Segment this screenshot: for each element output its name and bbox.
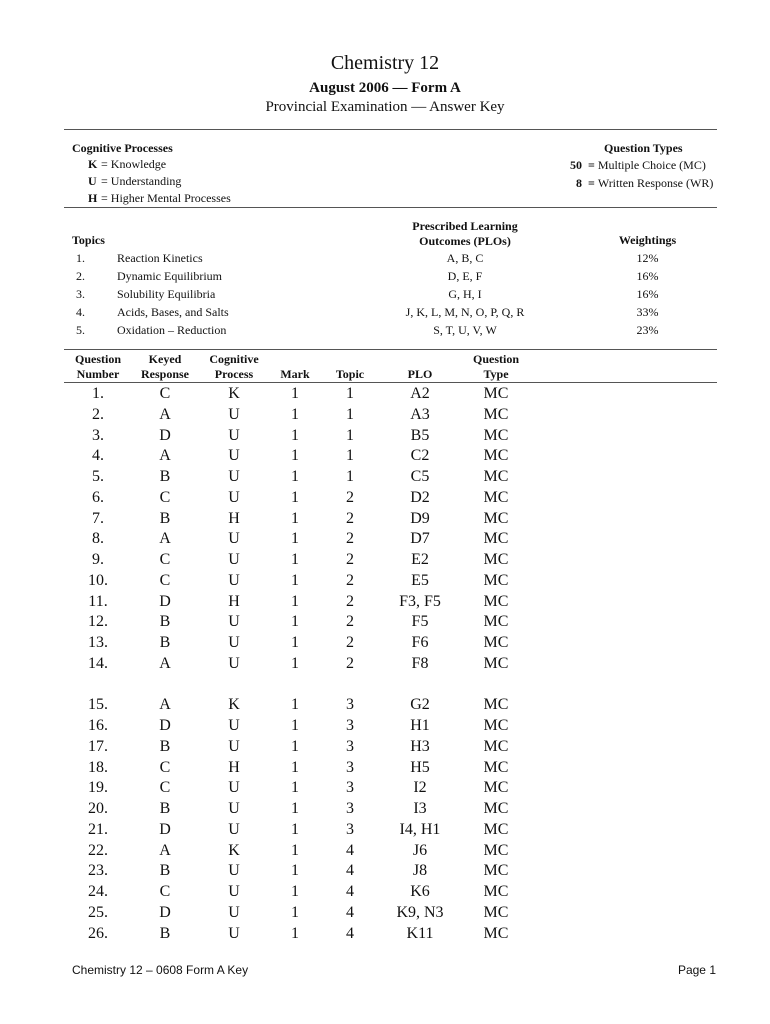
keyed-response-cell: B <box>159 634 171 651</box>
question-type-cell: MC <box>483 447 509 465</box>
footer-left: Chemistry 12 – 0608 Form A Key <box>72 963 249 977</box>
topic-cell: 3 <box>346 800 354 817</box>
mark-cell: 1 <box>291 779 299 797</box>
header-plo: PLO <box>407 367 433 381</box>
topic-cell: 2 <box>346 592 354 610</box>
legend-label: Knowledge <box>110 157 167 171</box>
topic-number: 2. <box>76 269 85 283</box>
mark-cell: 1 <box>291 883 299 900</box>
keyed-response-cell: B <box>159 800 171 817</box>
mark-cell: 1 <box>291 426 299 444</box>
question-type-cell: MC <box>483 613 509 631</box>
keyed-response-cell: D <box>159 820 171 838</box>
plo-cell: F5 <box>411 613 429 631</box>
cognitive-process-cell: U <box>228 530 240 548</box>
legend-item: K = Knowledge <box>88 157 167 171</box>
question-type-cell: MC <box>483 800 509 817</box>
cognitive-process-cell: H <box>228 758 240 776</box>
topic-name: Oxidation – Reduction <box>117 323 227 337</box>
table-row <box>0 862 770 883</box>
plo-cell: I4, H1 <box>399 820 441 838</box>
question-type-item: 50 = Multiple Choice (MC) <box>560 158 706 173</box>
topic-cell: 4 <box>346 883 354 900</box>
topic-cell: 1 <box>346 385 354 402</box>
keyed-response-cell: C <box>159 551 171 568</box>
cognitive-process-cell: U <box>228 654 240 672</box>
topic-cell: 3 <box>346 779 354 797</box>
table-row <box>0 904 770 925</box>
question-type-item: 8 = Written Response (WR) <box>560 176 713 191</box>
mark-cell: 1 <box>291 820 299 838</box>
question-number-cell: 12. <box>88 613 108 631</box>
plo-cell: I2 <box>413 779 427 797</box>
cognitive-process-cell: U <box>228 737 240 755</box>
question-number-cell: 25. <box>88 903 108 921</box>
question-type-cell: MC <box>483 426 509 444</box>
mark-cell: 1 <box>291 737 299 755</box>
exam-session: August 2006 — Form A <box>309 80 461 96</box>
topic-cell: 2 <box>346 488 354 506</box>
topic-number: 1. <box>76 251 85 265</box>
plo-cell: H5 <box>410 758 430 776</box>
question-number-cell: 5. <box>92 468 104 485</box>
plo-cell: H3 <box>410 737 430 755</box>
header-line: Process <box>214 366 254 381</box>
question-number-cell: 20. <box>88 800 108 817</box>
table-row <box>0 572 770 593</box>
question-number-cell: 21. <box>88 820 108 838</box>
question-number-cell: 2. <box>92 405 104 423</box>
plo-cell: G2 <box>410 696 430 714</box>
header-line: Type <box>483 366 509 381</box>
question-number-cell: 13. <box>88 634 108 651</box>
question-type-cell: MC <box>483 385 509 402</box>
cognitive-process-cell: U <box>228 571 240 589</box>
keyed-response-cell: B <box>159 613 171 631</box>
question-type-cell: MC <box>483 862 509 880</box>
question-type-cell: MC <box>483 488 509 506</box>
cognitive-process-cell: U <box>228 447 240 465</box>
cognitive-process-cell: U <box>228 551 240 568</box>
question-number-cell: 24. <box>88 883 108 900</box>
question-type-cell: MC <box>483 654 509 672</box>
table-row <box>0 821 770 842</box>
keyed-response-cell: B <box>159 924 171 942</box>
table-row <box>0 510 770 531</box>
cognitive-process-cell: U <box>228 613 240 631</box>
table-row <box>0 634 770 655</box>
question-number-cell: 4. <box>92 447 104 465</box>
topic-weight: 12% <box>636 251 659 265</box>
question-number-cell: 6. <box>92 488 104 506</box>
mark-cell: 1 <box>291 592 299 610</box>
question-type-cell: MC <box>483 820 509 838</box>
cognitive-process-cell: U <box>228 488 240 506</box>
question-number-cell: 19. <box>88 779 108 797</box>
topic-name: Acids, Bases, and Salts <box>117 305 229 319</box>
mark-cell: 1 <box>291 862 299 880</box>
question-type-cell: MC <box>483 571 509 589</box>
plo-cell: D2 <box>410 488 430 506</box>
plo-cell: E2 <box>411 551 429 568</box>
topic-plo: J, K, L, M, N, O, P, Q, R <box>405 305 525 319</box>
mark-cell: 1 <box>291 717 299 734</box>
question-type-cell: MC <box>483 903 509 921</box>
plo-cell: K9, N3 <box>396 903 444 921</box>
table-row <box>0 738 770 759</box>
header-question-type <box>462 352 530 381</box>
question-type-cell: MC <box>483 924 509 942</box>
keyed-response-cell: C <box>159 488 171 506</box>
topic-plo: D, E, F <box>447 269 483 283</box>
plo-cell: J8 <box>412 862 428 880</box>
topic-number: 3. <box>76 287 85 301</box>
topic-weight: 23% <box>636 323 659 337</box>
plo-cell: C5 <box>410 468 430 485</box>
plo-cell: F6 <box>411 634 429 651</box>
question-number-cell: 23. <box>88 862 108 880</box>
question-number-cell: 17. <box>88 737 108 755</box>
legend-code: U <box>88 174 97 188</box>
table-row <box>0 717 770 738</box>
plo-cell: F3, F5 <box>399 592 441 610</box>
topic-name: Reaction Kinetics <box>117 251 203 265</box>
table-row <box>0 842 770 863</box>
cognitive-process-cell: U <box>228 426 240 444</box>
topic-cell: 1 <box>346 405 354 423</box>
legend-code: K <box>88 157 98 171</box>
topic-cell: 2 <box>346 551 354 568</box>
keyed-response-cell: D <box>159 426 171 444</box>
legend-item: U = Understanding <box>88 174 182 188</box>
topic-cell: 4 <box>346 862 354 880</box>
plo-cell: K6 <box>410 883 430 900</box>
topic-cell: 2 <box>346 509 354 527</box>
table-row <box>0 800 770 821</box>
mark-cell: 1 <box>291 405 299 423</box>
question-number-cell: 22. <box>88 841 108 859</box>
topic-name: Solubility Equilibria <box>117 287 216 301</box>
plo-cell: I3 <box>413 800 427 817</box>
cognitive-process-cell: U <box>228 405 240 423</box>
question-type-count: 50 <box>570 158 582 172</box>
header-cognitive-process <box>198 352 270 381</box>
question-number-cell: 10. <box>88 571 108 589</box>
keyed-response-cell: C <box>159 571 171 589</box>
cognitive-process-cell: U <box>228 924 240 942</box>
mark-cell: 1 <box>291 488 299 506</box>
topic-weight: 33% <box>636 305 659 319</box>
header-mark: Mark <box>280 367 310 381</box>
question-type-label: Written Response (WR) <box>597 176 714 190</box>
divider <box>64 349 717 350</box>
keyed-response-cell: B <box>159 468 171 485</box>
keyed-response-cell: A <box>159 696 171 714</box>
mark-cell: 1 <box>291 447 299 465</box>
plo-cell: H1 <box>410 717 430 734</box>
question-number-cell: 11. <box>88 592 108 610</box>
table-row <box>0 593 770 614</box>
question-number-cell: 14. <box>88 654 108 672</box>
mark-cell: 1 <box>291 613 299 631</box>
topic-cell: 2 <box>346 634 354 651</box>
question-types-heading: Question Types <box>604 141 683 155</box>
mark-cell: 1 <box>291 571 299 589</box>
topic-cell: 2 <box>346 654 354 672</box>
question-type-cell: MC <box>483 758 509 776</box>
table-row <box>0 696 770 717</box>
plo-cell: E5 <box>411 571 429 589</box>
question-type-cell: MC <box>483 883 509 900</box>
mark-cell: 1 <box>291 509 299 527</box>
cognitive-process-cell: U <box>228 820 240 838</box>
topic-weight: 16% <box>636 287 659 301</box>
topic-cell: 3 <box>346 717 354 734</box>
table-row <box>0 530 770 551</box>
topic-plo: A, B, C <box>446 251 484 265</box>
mark-cell: 1 <box>291 758 299 776</box>
header-line: Cognitive <box>209 352 259 366</box>
mark-cell: 1 <box>291 924 299 942</box>
header-line: Question <box>74 352 121 366</box>
keyed-response-cell: B <box>159 862 171 880</box>
topic-cell: 2 <box>346 530 354 548</box>
cognitive-process-cell: H <box>228 592 240 610</box>
keyed-response-cell: A <box>159 447 171 465</box>
mark-cell: 1 <box>291 551 299 568</box>
cognitive-process-cell: U <box>228 800 240 817</box>
legend-item: H = Higher Mental Processes <box>88 191 231 205</box>
question-type-cell: MC <box>483 551 509 568</box>
question-number-cell: 16. <box>88 717 108 734</box>
header-keyed-response <box>132 352 198 381</box>
topic-cell: 4 <box>346 903 354 921</box>
question-type-cell: MC <box>483 530 509 548</box>
table-row <box>0 613 770 634</box>
header-line: Response <box>140 366 189 381</box>
cognitive-process-cell: H <box>228 509 240 527</box>
table-row <box>0 779 770 800</box>
table-row <box>0 489 770 510</box>
table-row <box>0 406 770 427</box>
topic-cell: 1 <box>346 426 354 444</box>
topic-number: 4. <box>76 305 85 319</box>
keyed-response-cell: C <box>159 385 171 402</box>
divider <box>64 129 717 130</box>
divider <box>64 207 717 208</box>
footer-page-number: Page 1 <box>677 963 716 977</box>
question-number-cell: 15. <box>88 696 108 714</box>
question-type-label: Multiple Choice (MC) <box>597 158 706 172</box>
topics-heading: Topics <box>72 233 105 247</box>
legend-label: Understanding <box>110 174 182 188</box>
header-line: Question <box>472 352 519 366</box>
table-row <box>0 925 770 946</box>
keyed-response-cell: B <box>159 737 171 755</box>
header-topic: Topic <box>335 367 365 381</box>
table-row <box>0 385 770 406</box>
mark-cell: 1 <box>291 530 299 548</box>
exam-description: Provincial Examination — Answer Key <box>265 99 505 115</box>
plo-cell: C2 <box>410 447 430 465</box>
legend-code: H <box>88 191 98 205</box>
question-type-cell: MC <box>483 737 509 755</box>
question-number-cell: 18. <box>88 758 108 776</box>
header-line: Number <box>76 366 120 381</box>
page-title: Chemistry 12 <box>330 52 440 74</box>
keyed-response-cell: D <box>159 903 171 921</box>
cognitive-process-cell: U <box>228 717 240 734</box>
table-row <box>0 468 770 489</box>
question-number-cell: 1. <box>92 385 104 402</box>
cognitive-process-cell: K <box>228 696 240 714</box>
weightings-heading: Weightings <box>618 233 677 247</box>
mark-cell: 1 <box>291 903 299 921</box>
topic-cell: 4 <box>346 841 354 859</box>
topic-cell: 2 <box>346 613 354 631</box>
keyed-response-cell: A <box>159 405 171 423</box>
cognitive-process-cell: U <box>228 779 240 797</box>
keyed-response-cell: C <box>159 758 171 776</box>
question-number-cell: 26. <box>88 924 108 942</box>
plo-heading <box>380 219 550 249</box>
mark-cell: 1 <box>291 696 299 714</box>
question-type-cell: MC <box>483 634 509 651</box>
header-question-number <box>64 352 132 381</box>
topic-cell: 3 <box>346 696 354 714</box>
topic-name: Dynamic Equilibrium <box>117 269 222 283</box>
keyed-response-cell: C <box>159 883 171 900</box>
divider <box>64 382 717 383</box>
question-type-cell: MC <box>483 779 509 797</box>
keyed-response-cell: B <box>159 509 171 527</box>
question-number-cell: 9. <box>92 551 104 568</box>
plo-cell: F8 <box>411 654 429 672</box>
cognitive-process-cell: U <box>228 468 240 485</box>
question-type-cell: MC <box>483 509 509 527</box>
table-row <box>0 759 770 780</box>
plo-cell: A3 <box>410 405 430 423</box>
plo-heading-line: Prescribed Learning <box>412 219 518 233</box>
cognitive-process-cell: K <box>228 841 240 859</box>
keyed-response-cell: A <box>159 841 171 859</box>
question-type-cell: MC <box>483 468 509 485</box>
cognitive-process-cell: K <box>228 385 240 402</box>
mark-cell: 1 <box>291 800 299 817</box>
mark-cell: 1 <box>291 634 299 651</box>
plo-cell: D7 <box>410 530 430 548</box>
cognitive-heading: Cognitive Processes <box>72 141 173 155</box>
question-type-cell: MC <box>483 841 509 859</box>
table-row <box>0 427 770 448</box>
mark-cell: 1 <box>291 654 299 672</box>
plo-cell: K11 <box>406 924 434 942</box>
cognitive-process-cell: U <box>228 883 240 900</box>
question-type-cell: MC <box>483 717 509 734</box>
question-number-cell: 8. <box>92 530 104 548</box>
keyed-response-cell: D <box>159 592 171 610</box>
question-type-cell: MC <box>483 696 509 714</box>
plo-cell: A2 <box>410 385 430 402</box>
topic-cell: 1 <box>346 447 354 465</box>
table-row <box>0 447 770 468</box>
plo-cell: B5 <box>410 426 430 444</box>
table-row <box>0 551 770 572</box>
table-row <box>0 655 770 676</box>
legend-label: Higher Mental Processes <box>110 191 231 205</box>
question-type-cell: MC <box>483 405 509 423</box>
topic-cell: 2 <box>346 571 354 589</box>
mark-cell: 1 <box>291 841 299 859</box>
cognitive-process-cell: U <box>228 634 240 651</box>
mark-cell: 1 <box>291 468 299 485</box>
plo-cell: J6 <box>412 841 428 859</box>
topic-cell: 3 <box>346 737 354 755</box>
topic-cell: 4 <box>346 924 354 942</box>
topic-cell: 3 <box>346 758 354 776</box>
topic-plo: S, T, U, V, W <box>433 323 497 337</box>
plo-cell: D9 <box>410 509 430 527</box>
question-number-cell: 3. <box>92 426 104 444</box>
keyed-response-cell: A <box>159 654 171 672</box>
question-type-cell: MC <box>483 592 509 610</box>
plo-heading-line: Outcomes (PLOs) <box>419 234 511 248</box>
topic-weight: 16% <box>636 269 659 283</box>
cognitive-process-cell: U <box>228 903 240 921</box>
topic-number: 5. <box>76 323 85 337</box>
mark-cell: 1 <box>291 385 299 402</box>
topic-plo: G, H, I <box>448 287 482 301</box>
table-row <box>0 883 770 904</box>
keyed-response-cell: A <box>159 530 171 548</box>
question-type-count: 8 <box>576 176 582 190</box>
topic-cell: 1 <box>346 468 354 485</box>
keyed-response-cell: D <box>159 717 171 734</box>
keyed-response-cell: C <box>159 779 171 797</box>
topic-cell: 3 <box>346 820 354 838</box>
question-number-cell: 7. <box>92 509 104 527</box>
cognitive-process-cell: U <box>228 862 240 880</box>
header-line: Keyed <box>148 352 182 366</box>
